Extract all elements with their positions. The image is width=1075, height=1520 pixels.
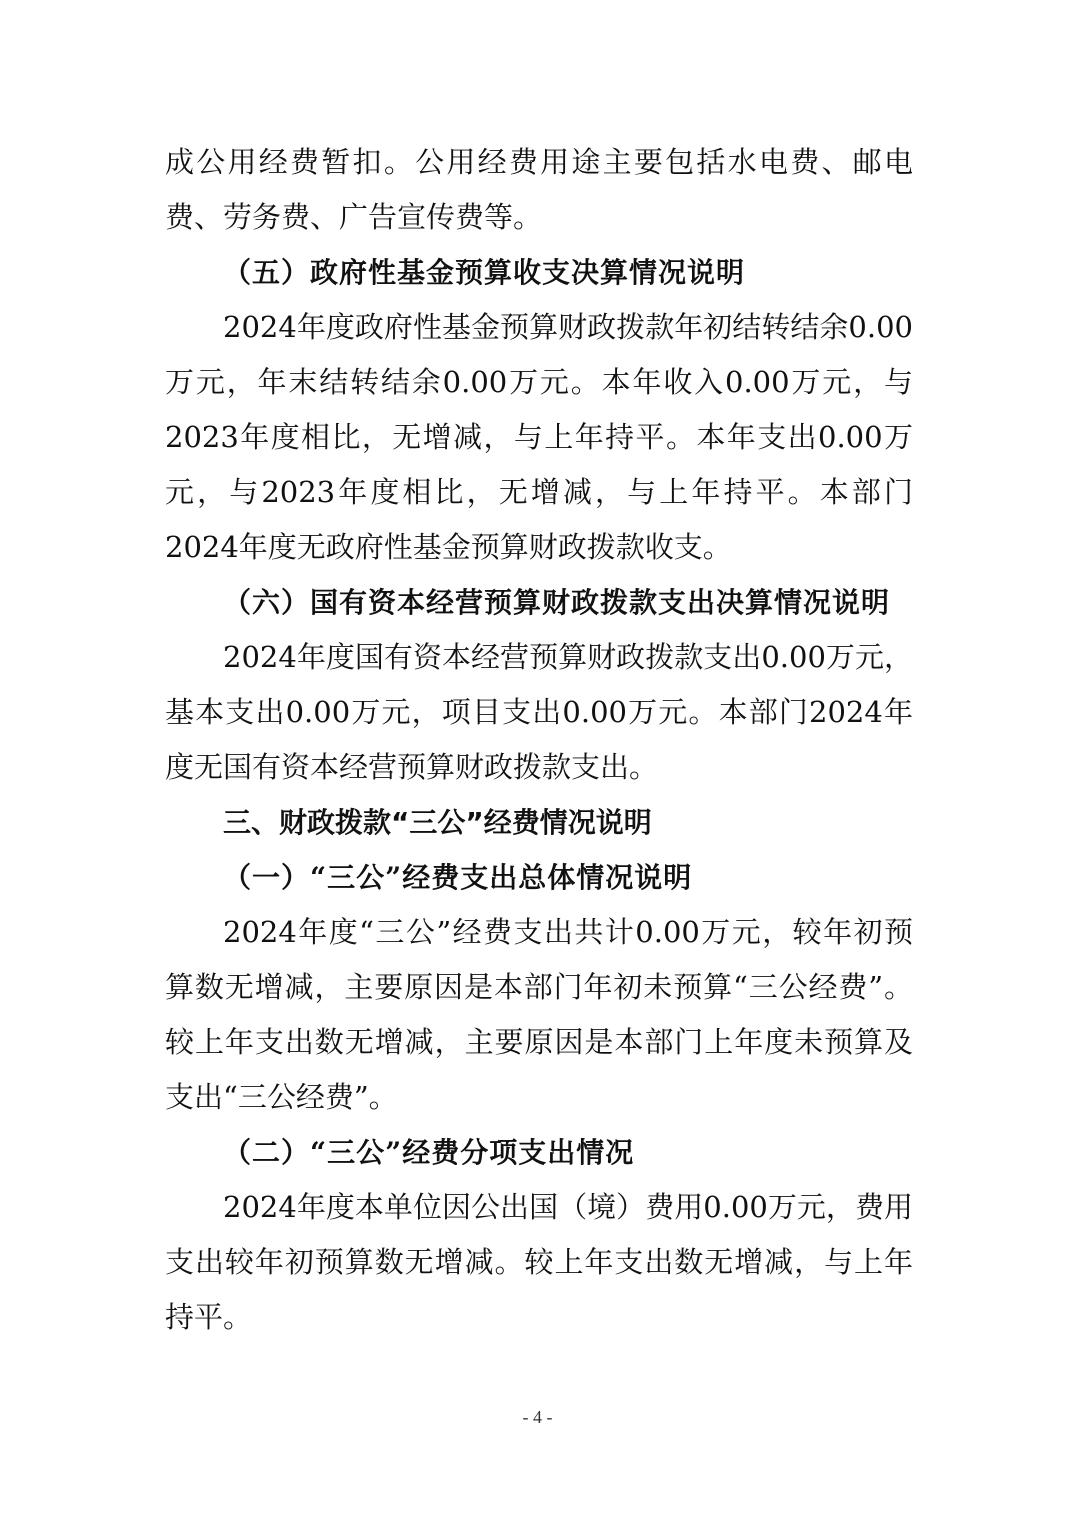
body-paragraph: 2024年度政府性基金预算财政拨款年初结转结余0.00万元，年末结转结余0.00万元。本年收入0.00万元，与2023年度相比，无增减，与上年持平。本年支出0.00万元，与2023年度相比，无增减，与上年持平。本部门2024年度无政府性基金预算财政拨款收支。 (165, 310, 913, 564)
body-paragraph: 2024年度“三公”经费支出共计0.00万元，较年初预算数无增减，主要原因是本部门年初未预算“三公经费”。较上年支出数无增减，主要原因是本部门上年度未预算及支出“三公经费”。 (165, 915, 913, 1114)
body-paragraph: 2024年度国有资本经营预算财政拨款支出0.00万元，基本支出0.00万元，项目支出0.00万元。本部门2024年度无国有资本经营预算财政拨款支出。 (165, 640, 913, 784)
subsection-heading: （二）“三公”经费分项支出情况 (223, 1136, 635, 1169)
body-paragraph: 成公用经费暂扣。公用经费用途主要包括水电费、邮电费、劳务费、广告宣传费等。 (165, 145, 913, 234)
section-heading: 三、财政拨款“三公”经费情况说明 (223, 806, 652, 839)
body-paragraph: 2024年度本单位因公出国（境）费用0.00万元，费用支出较年初预算数无增减。较上年支出数无增减，与上年持平。 (165, 1190, 913, 1334)
subsection-heading: （六）国有资本经营预算财政拨款支出决算情况说明 (223, 586, 891, 619)
page-number: - 4 - (522, 1407, 553, 1427)
subsection-heading: （一）“三公”经费支出总体情况说明 (223, 861, 693, 894)
document-body (165, 135, 913, 1345)
subsection-heading: （五）政府性基金预算收支决算情况说明 (223, 256, 746, 289)
